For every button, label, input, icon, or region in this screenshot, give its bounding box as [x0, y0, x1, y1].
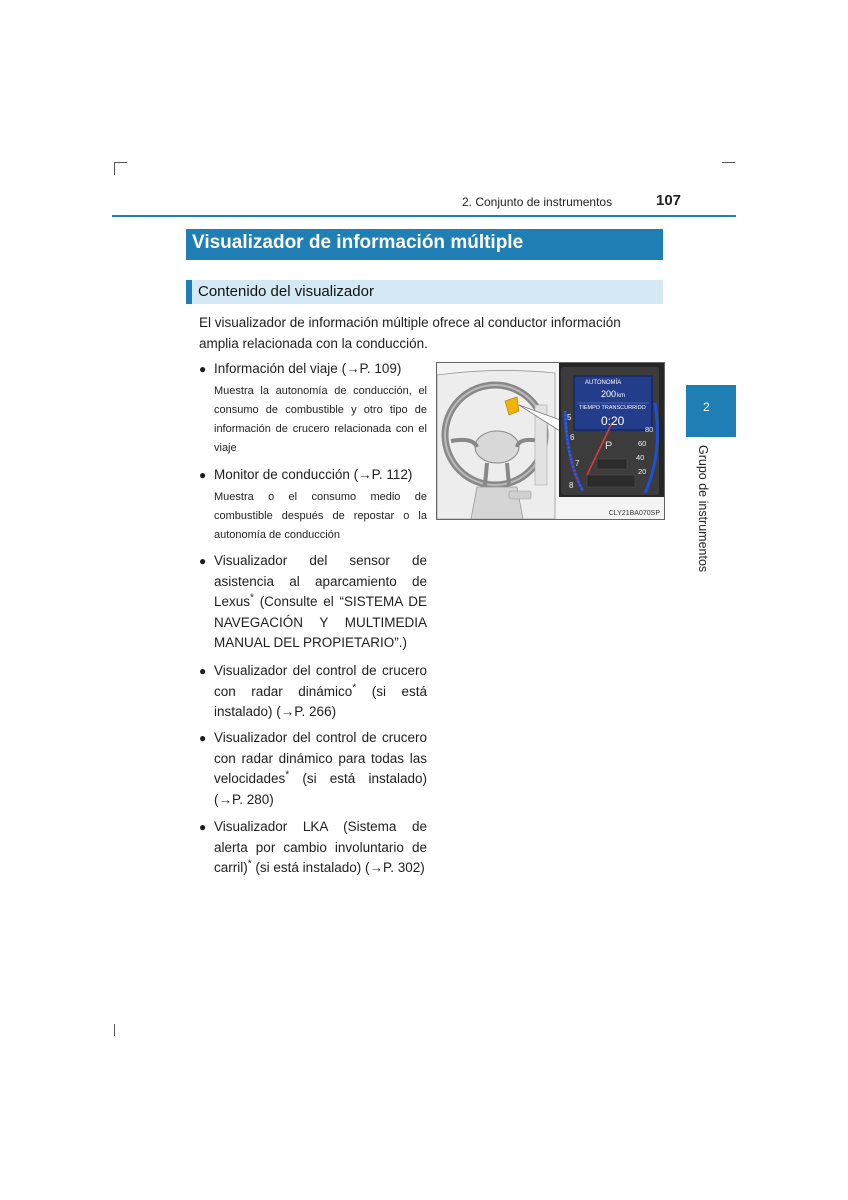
bullet: ● [199, 468, 207, 482]
footnote-star: * [250, 592, 254, 604]
list-item-text [214, 661, 427, 723]
list-item [199, 817, 427, 879]
chapter-tab [686, 385, 736, 437]
list-item-text: Información del viaje (→P. 109) [214, 361, 402, 376]
section-subtitle: Contenido del visualizador [198, 283, 374, 300]
footnote-star: * [285, 769, 290, 781]
list-item-after: (si está instalado) (→P. 266) [214, 683, 427, 719]
list-item-text [214, 551, 427, 654]
header-rule [112, 215, 736, 217]
list-item-text [214, 728, 427, 810]
page-title: Visualizador de información múltiple [192, 232, 524, 253]
list-item-text: Monitor de conducción (→P. 112) [214, 467, 413, 482]
autonomy-value [601, 389, 625, 399]
dashboard-illustration [436, 362, 665, 520]
speed-tick: 20 [638, 467, 647, 476]
crop-mark [114, 1024, 115, 1036]
autonomy-number: 200 [601, 389, 617, 399]
bullet: ● [199, 554, 207, 568]
list-item [199, 465, 427, 545]
speed-tick: 60 [638, 439, 647, 448]
bullet: ● [199, 820, 207, 834]
header-section: 2. Conjunto de instrumentos [462, 195, 613, 209]
footnote-star: * [352, 682, 357, 693]
list-item [199, 551, 427, 654]
elapsed-label: TIEMPO TRANSCURRIDO [579, 405, 646, 411]
list-item-main: Visualizador del sensor de asistencia al aparcamiento de Lexus [214, 553, 427, 609]
gear-indicator: P [605, 440, 613, 452]
speed-tick: 80 [645, 425, 654, 434]
tach-tick: 6 [570, 433, 575, 442]
bullet: ● [199, 664, 207, 678]
crop-mark [722, 162, 735, 163]
list-item-after: (si está instalado) (→P. 280) [214, 771, 427, 807]
dashboard-svg [437, 363, 664, 519]
page-number: 107 [656, 192, 682, 209]
bullet: ● [199, 362, 207, 376]
figure-code: CLY21BA070SP [608, 510, 660, 517]
list-item-main: Visualizador LKA (Sistema de alerta por cambio involuntario de carril) [214, 819, 427, 875]
chapter-label: Grupo de instrumentos [696, 445, 710, 573]
list-item [199, 661, 427, 723]
footnote-star: * [247, 858, 252, 870]
chapter-number: 2 [703, 400, 710, 414]
list-item [199, 359, 427, 458]
bullet: ● [199, 731, 207, 745]
elapsed-value: 0:20 [601, 414, 625, 428]
list-item-main: Visualizador del control de crucero con radar dinámico para todas las velocidades [214, 730, 427, 786]
list-item-after: (si está instalado) (→P. 302) [255, 860, 425, 875]
tach-tick: 7 [575, 459, 580, 468]
list-item-after: (Consulte el “SISTEMA DE NAVEGACIÓN Y MULTIMEDIA MANUAL DEL PROPIETARIO”.) [214, 594, 427, 650]
list-item-text [214, 817, 427, 879]
list-item [199, 728, 427, 810]
autonomy-unit: km [617, 393, 626, 399]
list-item-main: Visualizador del control de crucero con radar dinámico [214, 663, 427, 699]
list-item-description: Muestra la autonomía de conducción, el consumo de combustible y otro tipo de información de crucero relacionada con el viaje [214, 384, 427, 454]
tach-tick: 5 [567, 413, 572, 422]
title-bar [186, 229, 663, 260]
crop-mark [114, 162, 127, 163]
subtitle-bar [186, 280, 663, 304]
tach-tick: 8 [569, 481, 574, 490]
intro-paragraph: El visualizador de información múltiple ofrece al conductor información amplia relacionada con la conducción. [199, 315, 621, 351]
speed-tick: 40 [636, 453, 645, 462]
autonomy-label: AUTONOMÍA [585, 380, 622, 386]
list-item-description: Muestra o el consumo medio de combustible después de repostar o la autonomía de conducción [214, 490, 427, 541]
crop-mark [114, 162, 115, 175]
